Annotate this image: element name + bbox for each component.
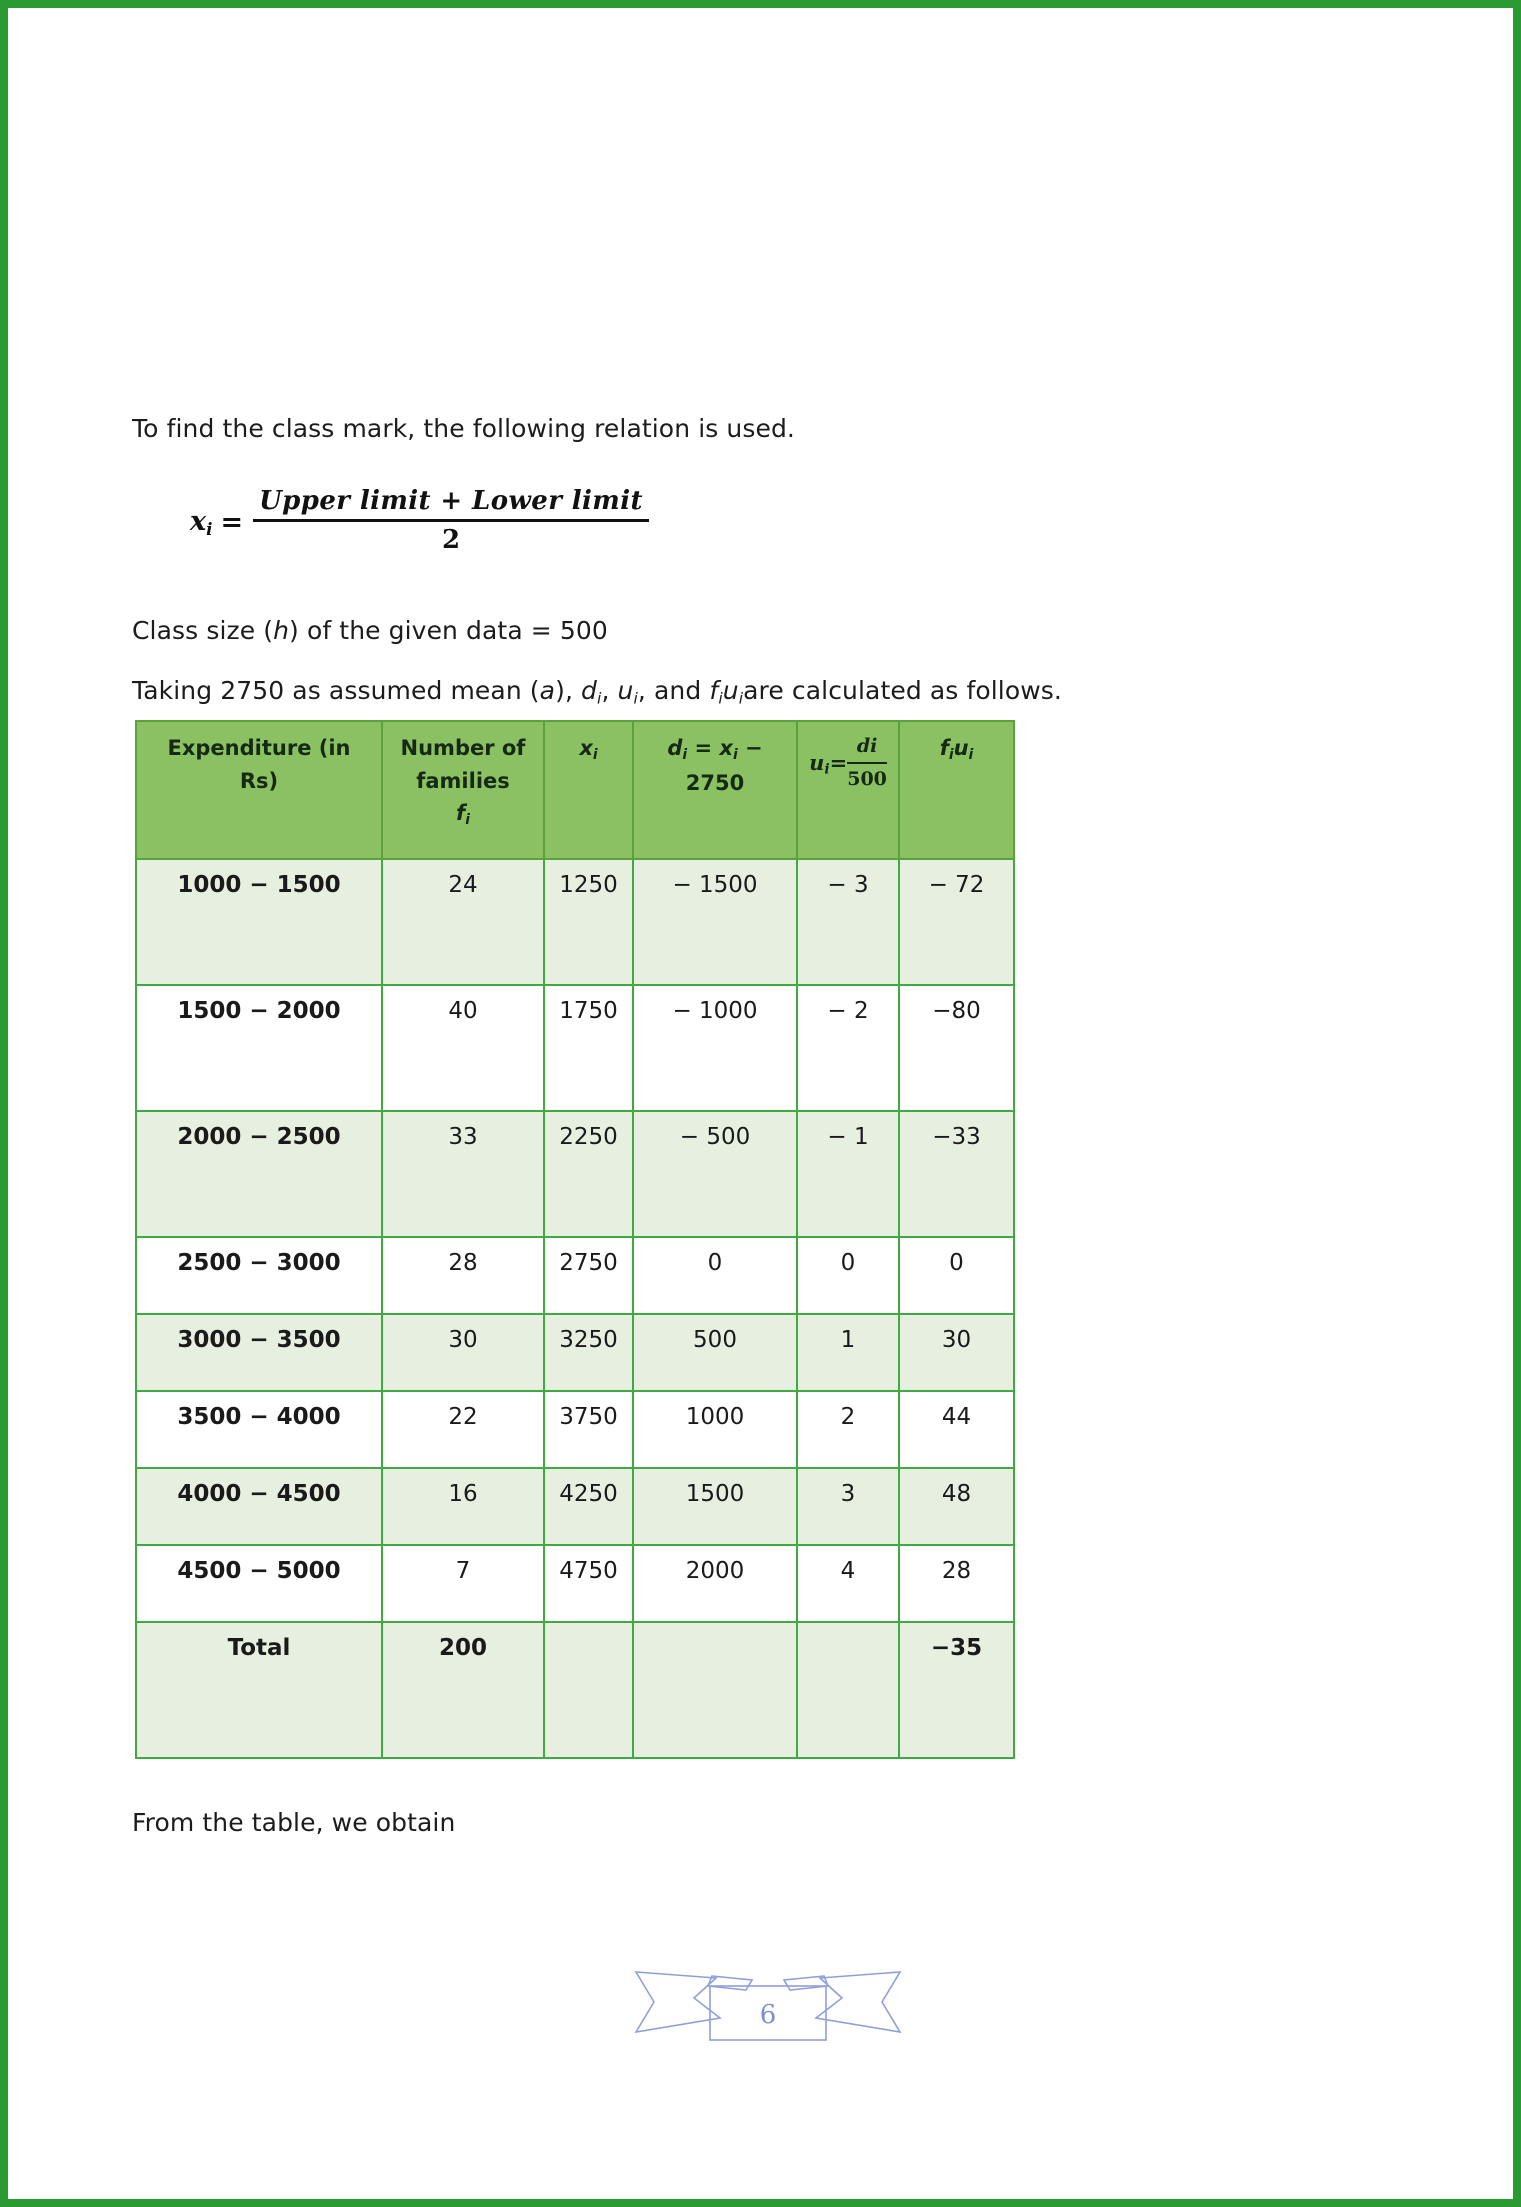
header-xi-subscript: i [592,747,598,764]
header-ui-fraction [847,732,887,795]
table-row [136,859,1014,985]
taking-part-4: , and [637,676,710,705]
class-size-suffix: ) of the given data = 500 [289,616,608,645]
table-row [136,1314,1014,1391]
class-size-symbol: h [273,616,290,645]
column-header-ui [797,721,899,859]
formula-lhs [190,502,212,539]
cell-xi: 2750 [544,1237,633,1314]
table-header [136,721,1014,859]
taking-symbol-f-sub: i [718,689,723,708]
formula-denominator: 2 [441,525,461,555]
header-expenditure-line2: Rs) [239,768,279,793]
total-cell-families: 200 [382,1622,544,1758]
header-families-subscript: i [465,812,470,829]
total-cell-expenditure: Total [136,1622,382,1758]
cell-xi: 4750 [544,1545,633,1622]
cell-fiui: − 72 [899,859,1014,985]
cell-di: − 1500 [633,859,797,985]
header-di-minus: − [737,736,763,760]
table-body [136,859,1014,1758]
cell-ui: − 1 [797,1111,899,1237]
header-ui-denominator: 500 [847,768,887,791]
cell-ui: 3 [797,1468,899,1545]
column-header-di [633,721,797,859]
taking-symbol-u-sub: i [633,689,638,708]
table-row [136,985,1014,1111]
header-di-line2: 2750 [685,770,745,795]
header-expenditure-line1: Expenditure (in [167,736,351,760]
cell-expenditure: 3500 − 4000 [136,1391,382,1468]
header-di-x: x [719,736,733,760]
from-table-paragraph: From the table, we obtain [132,1808,456,1837]
page-number-ribbon [628,1946,908,2058]
taking-symbol-d: d [581,676,598,705]
header-families-line1: Number of [400,736,526,760]
cell-xi: 1750 [544,985,633,1111]
header-fiui-u-sub: i [968,747,974,764]
header-families-symbol: f [456,801,466,826]
cell-expenditure: 2000 − 2500 [136,1111,382,1237]
header-di-x-sub: i [732,747,738,764]
cell-di: − 500 [633,1111,797,1237]
intro-paragraph: To find the class mark, the following relation is used. [132,414,795,443]
cell-xi: 2250 [544,1111,633,1237]
cell-expenditure: 4000 − 4500 [136,1468,382,1545]
class-size-prefix: Class size ( [132,616,274,645]
column-header-expenditure [136,721,382,859]
table-row [136,1237,1014,1314]
table-row [136,1545,1014,1622]
header-di-d-sub: i [682,747,688,764]
frequency-distribution-table [135,720,1015,1759]
class-mark-formula [190,486,649,555]
cell-expenditure: 1000 − 1500 [136,859,382,985]
header-fiui-f-sub: i [948,747,954,764]
page-content [8,8,1513,2199]
cell-families: 22 [382,1391,544,1468]
cell-fiui: 0 [899,1237,1014,1314]
cell-fiui: −33 [899,1111,1014,1237]
total-cell-fiui: −35 [899,1622,1014,1758]
cell-ui: 1 [797,1314,899,1391]
total-cell-di [633,1622,797,1758]
taking-symbol-u2-sub: i [738,689,744,708]
cell-ui: 2 [797,1391,899,1468]
taking-symbol-f: f [709,676,719,705]
cell-families: 33 [382,1111,544,1237]
cell-xi: 1250 [544,859,633,985]
formula-numerator: Upper limit + Lower limit [259,486,643,516]
header-fiui-u: u [953,736,969,760]
cell-families: 7 [382,1545,544,1622]
column-header-families [382,721,544,859]
column-header-xi [544,721,633,859]
column-header-fiui [899,721,1014,859]
class-size-paragraph [132,616,608,645]
cell-ui: 4 [797,1545,899,1622]
cell-ui: − 3 [797,859,899,985]
cell-fiui: −80 [899,985,1014,1111]
taking-symbol-a: a [539,676,556,705]
cell-di: 0 [633,1237,797,1314]
cell-families: 30 [382,1314,544,1391]
cell-expenditure: 3000 − 3500 [136,1314,382,1391]
formula-equals: = [220,507,244,538]
cell-fiui: 30 [899,1314,1014,1391]
cell-expenditure: 4500 − 5000 [136,1545,382,1622]
cell-ui: 0 [797,1237,899,1314]
cell-fiui: 48 [899,1468,1014,1545]
cell-di: 1000 [633,1391,797,1468]
cell-families: 16 [382,1468,544,1545]
formula-lhs-var: x [190,505,207,537]
cell-di: 500 [633,1314,797,1391]
header-ui-numerator: di [856,735,878,757]
header-families-line2: families [416,768,510,793]
header-ui-subscript: i [824,761,830,778]
formula-fraction [253,486,649,555]
total-cell-ui [797,1622,899,1758]
formula-lhs-subscript: i [206,519,213,539]
cell-di: − 1000 [633,985,797,1111]
header-ui-equals: = [829,750,848,776]
table-row [136,1468,1014,1545]
taking-symbol-d-sub: i [597,689,602,708]
cell-xi: 4250 [544,1468,633,1545]
page-number-label: 6 [759,2000,777,2030]
cell-di: 1500 [633,1468,797,1545]
cell-families: 28 [382,1237,544,1314]
taking-part-3: , [601,676,618,705]
cell-expenditure: 1500 − 2000 [136,985,382,1111]
table-header-row [136,721,1014,859]
cell-xi: 3750 [544,1391,633,1468]
cell-xi: 3250 [544,1314,633,1391]
cell-fiui: 28 [899,1545,1014,1622]
table-row [136,1391,1014,1468]
cell-families: 24 [382,859,544,985]
taking-symbol-u2: u [722,676,739,705]
total-cell-xi [544,1622,633,1758]
taking-symbol-u: u [617,676,634,705]
cell-families: 40 [382,985,544,1111]
taking-part-5: are calculated as follows. [743,676,1062,705]
cell-di: 2000 [633,1545,797,1622]
header-di-d: d [667,736,683,760]
header-di-equals: = [687,736,720,760]
header-fiui-f: f [939,736,949,760]
assumed-mean-paragraph [132,676,1062,707]
table-total-row [136,1622,1014,1758]
cell-fiui: 44 [899,1391,1014,1468]
cell-expenditure: 2500 − 3000 [136,1237,382,1314]
taking-part-1: Taking 2750 as assumed mean ( [132,676,540,705]
table-row [136,1111,1014,1237]
cell-ui: − 2 [797,985,899,1111]
header-ui-symbol: u [809,750,825,776]
header-xi-symbol: x [579,736,593,760]
taking-part-2: ), [555,676,582,705]
